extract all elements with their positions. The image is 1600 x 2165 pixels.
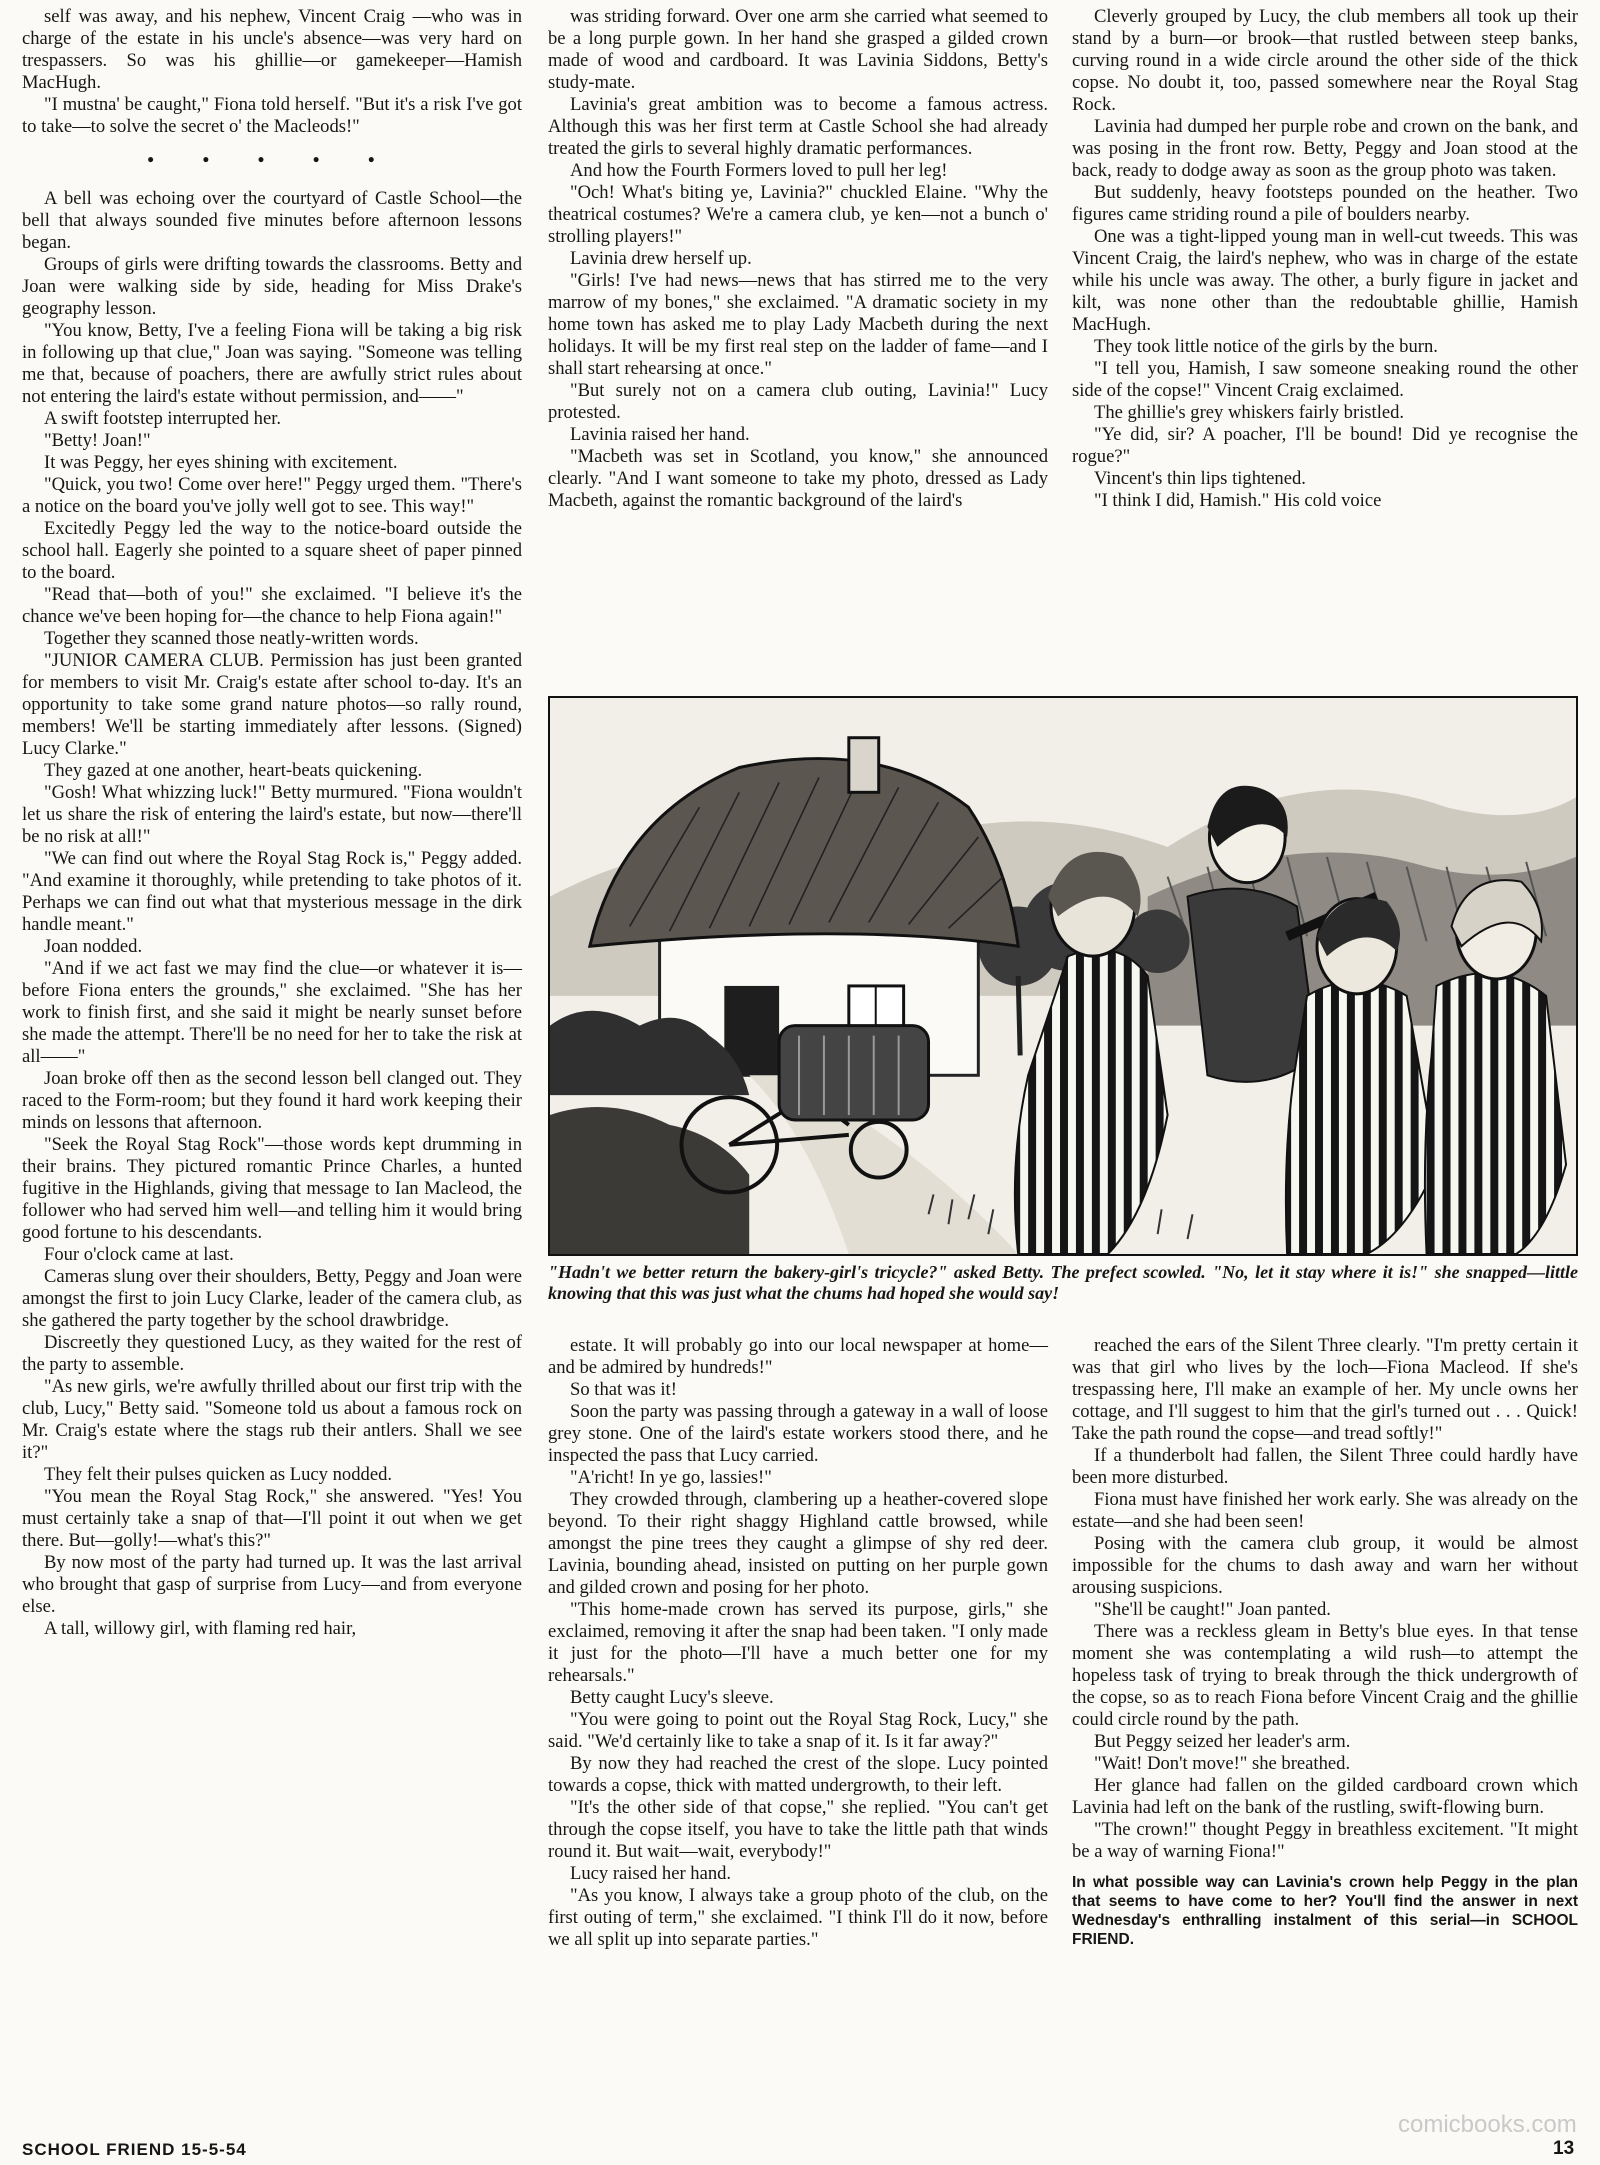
story-illustration xyxy=(548,696,1578,1256)
paragraph: "JUNIOR CAMERA CLUB. Permission has just been granted for members to visit Mr. Craig's estate after school to-day. It's an opportunity to take some grand nature photos—so rally round, members! We'll be starting immediately after lessons. (Signed) Lucy Clarke." xyxy=(22,650,522,759)
paragraph: "Gosh! What whizzing luck!" Betty murmured. "Fiona wouldn't let us share the risk of entering the laird's estate, but now—there'll be no risk at all!" xyxy=(22,782,522,847)
paragraph: was striding forward. Over one arm she carried what seemed to be a long purple gown. In her hand she grasped a gilded crown made of wood and cardboard. It was Lavinia Siddons, Betty's study-mate. xyxy=(548,6,1048,93)
paragraph: If a thunderbolt had fallen, the Silent Three could hardly have been more disturbed. xyxy=(1072,1445,1578,1488)
paragraph: Excitedly Peggy led the way to the notice-board outside the school hall. Eagerly she pointed to a square sheet of paper pinned to the board. xyxy=(22,518,522,583)
paragraph: Cameras slung over their shoulders, Betty, Peggy and Joan were amongst the first to join Lucy Clarke, leader of the camera club, as she gathered the party together by the school drawbridge. xyxy=(22,1266,522,1331)
paragraph: reached the ears of the Silent Three clearly. "I'm pretty certain it was that girl who lives by the loch—Fiona Macleod. If she's trespassing here, I'll make an example of her. My uncle owns her cottage, and I'll suggest to him that the girl's turned out . . . Quick! Take the path round the copse—and tread softly!" xyxy=(1072,1335,1578,1444)
paragraph: "Quick, you two! Come over here!" Peggy urged them. "There's a notice on the board you've jolly well got to see. This way!" xyxy=(22,474,522,517)
paragraph: "But surely not on a camera club outing, Lavinia!" Lucy protested. xyxy=(548,380,1048,423)
paragraph: Fiona must have finished her work early. She was already on the estate—and she had been seen! xyxy=(1072,1489,1578,1532)
paragraph: "The crown!" thought Peggy in breathless excitement. "It might be a way of warning Fiona!" xyxy=(1072,1819,1578,1862)
paragraph: "You know, Betty, I've a feeling Fiona will be taking a big risk in following up that clue," Joan was saying. "Someone was telling me that, because of poachers, there are awfully strict rules about not entering the laird's estate without permission, and——" xyxy=(22,320,522,407)
paragraph: "We can find out where the Royal Stag Rock is," Peggy added. "And examine it thoroughly, while pretending to take photos of it. Perhaps we can find out what that mysterious message in the dirk handle meant." xyxy=(22,848,522,935)
paragraph: "As new girls, we're awfully thrilled about our first trip with the club, Lucy," Betty said. "Someone told us about a famous rock on Mr. Craig's estate where the stags rub their antlers. Shall we see it?" xyxy=(22,1376,522,1463)
paragraph: "Ye did, sir? A poacher, I'll be bound! Did ye recognise the rogue?" xyxy=(1072,424,1578,467)
illustration-caption: "Hadn't we better return the bakery-girl's tricycle?" asked Betty. The prefect scowled. "No, let it stay where it is!" she snapped—little knowing that this was just what the chums had hoped she would say! xyxy=(548,1262,1578,1303)
text-column-2-bottom xyxy=(548,1335,1048,1951)
paragraph: Lavinia had dumped her purple robe and crown on the bank, and was posing in the front row. Betty, Peggy and Joan stood at the back, ready to dodge away as soon as the group photo was taken. xyxy=(1072,116,1578,181)
next-issue-teaser: In what possible way can Lavinia's crown help Peggy in the plan that seems to have come to her? You'll find the answer in next Wednesday's enthralling instalment of this serial—in SCHOOL FRIEND. xyxy=(1072,1874,1578,1948)
paragraph: "You mean the Royal Stag Rock," she answered. "Yes! You must certainly take a snap of that—I'll point it out when we get there. But—golly!—what's this?" xyxy=(22,1486,522,1551)
paragraph: Joan nodded. xyxy=(44,936,143,957)
paragraph: Lavinia drew herself up. xyxy=(570,248,752,269)
paragraph: Lavinia's great ambition was to become a famous actress. Although this was her first term at Castle School she had already treated the girls to several highly dramatic performances. xyxy=(548,94,1048,159)
paragraph: • • • • • xyxy=(147,150,397,171)
watermark: comicbooks.com xyxy=(1398,2111,1577,2138)
paragraph: And how the Fourth Formers loved to pull her leg! xyxy=(570,160,948,181)
paragraph: "I tell you, Hamish, I saw someone sneaking round the other side of the copse!" Vincent Craig exclaimed. xyxy=(1072,358,1578,401)
paragraph: There was a reckless gleam in Betty's blue eyes. In that tense moment she was contemplating a wild rush—to attempt the hopeless task of trying to break through the thick undergrowth of the copse, so as to reach Fiona before Vincent Craig and the ghillie could circle round by the path. xyxy=(1072,1621,1578,1730)
paragraph: But Peggy seized her leader's arm. xyxy=(1094,1731,1351,1752)
paragraph: They gazed at one another, heart-beats quickening. xyxy=(44,760,423,781)
paragraph: Lucy raised her hand. xyxy=(570,1863,732,1884)
paragraph: Together they scanned those neatly-written words. xyxy=(44,628,419,649)
paragraph: A bell was echoing over the courtyard of Castle School—the bell that always sounded five minutes before afternoon lessons began. xyxy=(22,188,522,253)
paragraph: A tall, willowy girl, with flaming red hair, xyxy=(44,1618,357,1639)
paragraph: But suddenly, heavy footsteps pounded on the heather. Two figures came striding round a pile of boulders nearby. xyxy=(1072,182,1578,225)
paragraph: A swift footstep interrupted her. xyxy=(44,408,282,429)
paragraph: Soon the party was passing through a gateway in a wall of loose grey stone. One of the laird's estate workers stood there, and he inspected the pass that Lucy carried. xyxy=(548,1401,1048,1466)
paragraph: "Betty! Joan!" xyxy=(44,430,151,451)
paragraph: "I think I did, Hamish." His cold voice xyxy=(1094,490,1382,511)
paragraph: Betty caught Lucy's sleeve. xyxy=(570,1687,774,1708)
paragraph: "This home-made crown has served its purpose, girls," she exclaimed, removing it after the snap had been taken. "I only made it just for the photo—I'll have a much better one for my rehearsals." xyxy=(548,1599,1048,1686)
text-column-1 xyxy=(22,6,522,1640)
paragraph: "Seek the Royal Stag Rock"—those words kept drumming in their brains. They pictured romantic Prince Charles, a hunted fugitive in the Highlands, giving that message to Ian Macleod, the follower who had served him well—and telling him it would bring good fortune to his descendants. xyxy=(22,1134,522,1243)
paragraph: It was Peggy, her eyes shining with excitement. xyxy=(44,452,398,473)
paragraph: They felt their pulses quicken as Lucy nodded. xyxy=(44,1464,393,1485)
paragraph: "Girls! I've had news—news that has stirred me to the very marrow of my bones," she exclaimed. "A dramatic society in my home town has asked me to play Lady Macbeth during the next holidays. It will be my first real step on the ladder of fame—and I shall start rehearsing at once." xyxy=(548,270,1048,379)
paragraph: They crowded through, clambering up a heather-covered slope beyond. To their right shaggy Highland cattle browsed, while amongst the pine trees they caught a glimpse of shy red deer. Lavinia, bounding ahead, insisted on putting on her purple gown and gilded crown and posing for her photo. xyxy=(548,1489,1048,1598)
scene-illustration-icon xyxy=(550,698,1576,1254)
paragraph: Posing with the camera club group, it would be almost impossible for the chums to dash away and warn her without arousing suspicions. xyxy=(1072,1533,1578,1598)
paragraph: "As you know, I always take a group photo of the club, on the first outing of term," she exclaimed. "I think I'll do it now, before we all split up into separate parties." xyxy=(548,1885,1048,1950)
publication-footer: SCHOOL FRIEND 15-5-54 xyxy=(22,2140,247,2159)
text-column-3-bottom xyxy=(1072,1335,1578,1949)
paragraph: Her glance had fallen on the gilded cardboard crown which Lavinia had left on the bank of the rustling, swift-flowing burn. xyxy=(1072,1775,1578,1818)
text-column-2-top xyxy=(548,6,1048,512)
paragraph: Groups of girls were drifting towards the classrooms. Betty and Joan were walking side by side, heading for Miss Drake's geography lesson. xyxy=(22,254,522,319)
paragraph: Joan broke off then as the second lesson bell clanged out. They raced to the Form-room; but they found it hard work keeping their minds on lessons that afternoon. xyxy=(22,1068,522,1133)
paragraph: "You were going to point out the Royal Stag Rock, Lucy," she said. "We'd certainly like to take a snap of it. Is it far away?" xyxy=(548,1709,1048,1752)
text-column-3-top xyxy=(1072,6,1578,512)
paragraph: estate. It will probably go into our local newspaper at home—and be admired by hundreds!" xyxy=(548,1335,1048,1378)
page-number: 13 xyxy=(1553,2138,1575,2159)
paragraph: One was a tight-lipped young man in well-cut tweeds. This was Vincent Craig, the laird's nephew, who was in charge of the estate while his uncle was away. The other, a burly figure in jacket and kilt, was none other than the redoubtable ghillie, Hamish MacHugh. xyxy=(1072,226,1578,335)
paragraph: "She'll be caught!" Joan panted. xyxy=(1094,1599,1331,1620)
paragraph: "It's the other side of that copse," she replied. "You can't get through the copse itself, you have to take the little path that winds round it. But wait—wait, everybody!" xyxy=(548,1797,1048,1862)
paragraph: "Read that—both of you!" she exclaimed. "I believe it's the chance we've been hoping for—the chance to help Fiona again!" xyxy=(22,584,522,627)
paragraph: Discreetly they questioned Lucy, as they waited for the rest of the party to assemble. xyxy=(22,1332,522,1375)
paragraph: So that was it! xyxy=(570,1379,677,1400)
paragraph: "And if we act fast we may find the clue—or whatever it is—before Fiona enters the grounds," she exclaimed. "She has her work to finish first, and she said it might be nearly sunset before she made the attempt. There'll be no need for her to take the risk at all——" xyxy=(22,958,522,1067)
paragraph: By now most of the party had turned up. It was the last arrival who brought that gasp of surprise from Lucy—and from everyone else. xyxy=(22,1552,522,1617)
paragraph: "Macbeth was set in Scotland, you know," she announced clearly. "And I want someone to take my photo, dressed as Lady Macbeth, against the romantic background of the laird's xyxy=(548,446,1048,511)
paragraph: Cleverly grouped by Lucy, the club members all took up their stand by a burn—or brook—that rustled between steep banks, curving round in a wide circle around the other side of the thick copse. No doubt it, too, passed somewhere near the Royal Stag Rock. xyxy=(1072,6,1578,115)
paragraph: By now they had reached the crest of the slope. Lucy pointed towards a copse, thick with matted undergrowth, to their left. xyxy=(548,1753,1048,1796)
paragraph: "Och! What's biting ye, Lavinia?" chuckled Elaine. "Why the theatrical costumes? We're a camera club, ye ken—not a bunch o' strolling players!" xyxy=(548,182,1048,247)
paragraph: "I mustna' be caught," Fiona told herself. "But it's a risk I've got to take—to solve the secret o' the Macleods!" xyxy=(22,94,522,137)
paragraph: "Wait! Don't move!" she breathed. xyxy=(1094,1753,1351,1774)
paragraph: Four o'clock came at last. xyxy=(44,1244,234,1265)
paragraph: They took little notice of the girls by the burn. xyxy=(1094,336,1438,357)
paragraph: Lavinia raised her hand. xyxy=(570,424,750,445)
paragraph: The ghillie's grey whiskers fairly bristled. xyxy=(1094,402,1405,423)
paragraph: "A'richt! In ye go, lassies!" xyxy=(570,1467,772,1488)
paragraph: self was away, and his nephew, Vincent Craig —who was in charge of the estate in his uncle's absence—was very hard on trespassers. So was his ghillie—or gamekeeper—Hamish MacHugh. xyxy=(22,6,522,93)
paragraph: Vincent's thin lips tightened. xyxy=(1094,468,1306,489)
